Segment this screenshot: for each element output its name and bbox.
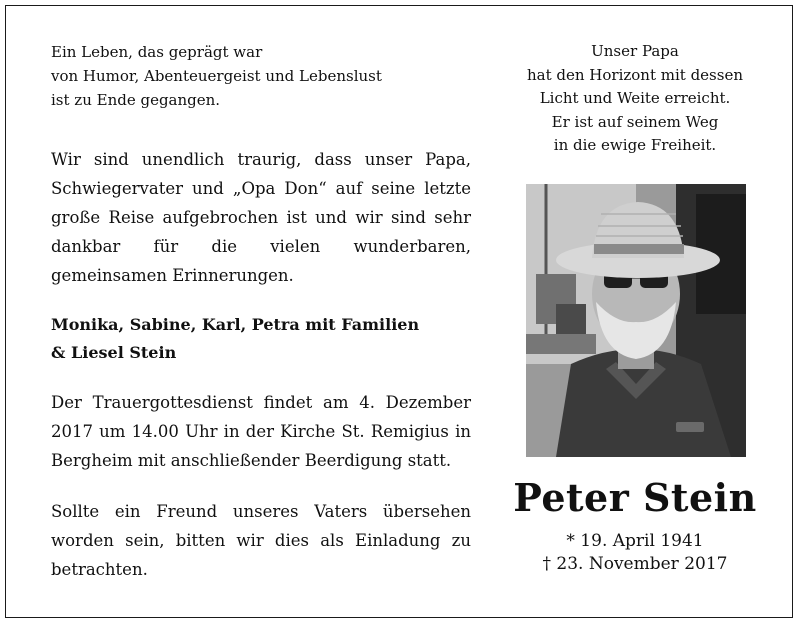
life-dates xyxy=(500,530,770,576)
mourning-paragraph: Wir sind unendlich traurig, dass unser Papa, Schwiegervater und „Opa Don“ auf seine letzte große Reise aufgebrochen ist und wir sind sehr dankbar für die vielen wunderbaren, gemeinsamen Erinnerungen. xyxy=(51,150,471,285)
birth-date: * 19. April 1941 xyxy=(566,531,704,551)
portrait-photo xyxy=(526,184,746,457)
motto-text: Ein Leben, das geprägt war von Humor, Abenteuergeist und Lebenslust ist zu Ende gegangen. xyxy=(51,43,382,109)
family-names: Monika, Sabine, Karl, Petra mit Familien & Liesel Stein xyxy=(51,315,420,362)
poem-text: Unser Papa hat den Horizont mit dessen Licht und Weite erreicht. Er ist auf seinem Weg in die ewige Freiheit. xyxy=(526,42,743,154)
death-date: † 23. November 2017 xyxy=(542,554,728,574)
portrait-image xyxy=(526,184,746,457)
right-column xyxy=(520,40,750,158)
left-column xyxy=(51,40,471,584)
service-details-paragraph: Der Trauergottesdienst findet am 4. Dezember 2017 um 14.00 Uhr in der Kirche St. Remigius in Bergheim mit anschließender Beerdigung statt. xyxy=(51,393,471,470)
deceased-name: Peter Stein xyxy=(513,475,757,520)
invitation-paragraph: Sollte ein Freund unseres Vaters übersehen worden sein, bitten wir dies als Einladung zu betrachten. xyxy=(51,502,471,579)
